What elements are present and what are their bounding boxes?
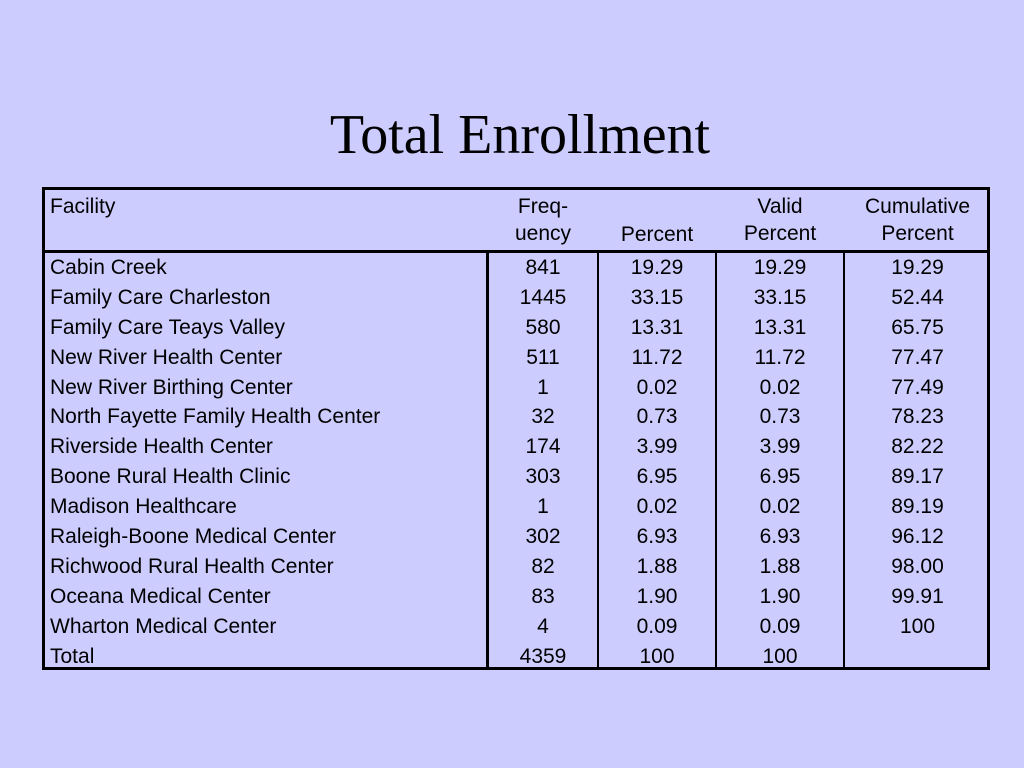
frequency-cell: 1445: [519, 285, 567, 309]
cumulative-percent-cell: 96.12: [891, 525, 944, 549]
header-frequency-line2: uency: [514, 222, 572, 245]
header-cumulative-line1: Cumulative: [864, 195, 971, 218]
cumulative-percent-cell: 19.29: [891, 256, 944, 279]
table-header: [45, 190, 987, 253]
valid-percent-cell: 0.02: [759, 375, 801, 399]
enrollment-table: [42, 187, 990, 670]
percent-cell: 6.93: [636, 525, 678, 549]
facility-cell: New River Birthing Center: [50, 375, 293, 399]
percent-cell: 0.02: [636, 375, 678, 399]
frequency-cell: 1: [537, 495, 549, 519]
facility-cell: New River Health Center: [50, 345, 283, 369]
valid-percent-cell: 33.15: [753, 285, 807, 309]
percent-cell: 11.72: [631, 345, 683, 369]
facility-cell: Boone Rural Health Clinic: [50, 465, 291, 489]
valid-percent-cell: 0.09: [759, 614, 801, 638]
table-row-total: [45, 642, 987, 672]
frequency-cell: 174: [525, 435, 561, 459]
valid-percent-cell: 19.29: [753, 256, 807, 279]
facility-cell: Madison Healthcare: [50, 495, 237, 519]
header-cumulative-line2: Percent: [881, 222, 954, 245]
valid-percent-cell: 0.73: [759, 405, 801, 429]
cumulative-percent-cell: 78.23: [891, 405, 944, 429]
facility-cell: Family Care Teays Valley: [50, 315, 285, 339]
cumulative-percent-cell: 99.91: [891, 584, 944, 608]
table-row: [45, 283, 987, 313]
table-row: [45, 253, 987, 283]
cumulative-percent-cell: 65.75: [891, 315, 944, 339]
cumulative-percent-cell: 52.44: [891, 285, 944, 309]
cumulative-percent-cell: 89.17: [891, 465, 944, 489]
header-percent: Percent: [620, 223, 694, 246]
header-valid-percent: [716, 193, 844, 247]
table-row: [45, 343, 987, 373]
cumulative-percent-cell: 89.19: [891, 495, 944, 519]
facility-cell: Family Care Charleston: [50, 285, 271, 309]
header-frequency-line1: Freq-: [517, 195, 569, 218]
percent-cell: 1.90: [636, 584, 678, 608]
cumulative-percent-cell: 77.49: [891, 375, 944, 399]
frequency-cell: 32: [531, 405, 555, 429]
percent-cell: 1.88: [636, 554, 678, 578]
facility-cell: North Fayette Family Health Center: [50, 405, 381, 429]
cumulative-percent-cell: [844, 642, 991, 672]
table-row: [45, 522, 987, 552]
valid-percent-cell: 13.31: [753, 315, 807, 339]
table-body: [45, 253, 987, 671]
table-row: [45, 582, 987, 612]
facility-cell: Cabin Creek: [50, 256, 167, 279]
cumulative-percent-cell: 82.22: [891, 435, 944, 459]
header-facility: Facility: [50, 195, 116, 218]
facility-cell: Riverside Health Center: [50, 435, 273, 459]
cumulative-percent-cell: 100: [899, 614, 936, 638]
frequency-cell: 1: [537, 375, 549, 399]
header-frequency: [488, 193, 598, 247]
table-row: [45, 462, 987, 492]
frequency-cell: 580: [525, 315, 561, 339]
valid-percent-cell: 0.02: [759, 495, 801, 519]
facility-cell: Raleigh-Boone Medical Center: [50, 525, 336, 549]
header-cumulative-percent: [844, 193, 991, 247]
frequency-cell: 841: [525, 256, 561, 279]
table-row: [45, 492, 987, 522]
valid-percent-cell: 1.88: [759, 554, 801, 578]
frequency-cell: 511: [526, 345, 560, 369]
table-row: [45, 402, 987, 432]
percent-cell: 33.15: [630, 285, 684, 309]
frequency-cell: 4359: [519, 644, 567, 668]
percent-cell: 19.29: [630, 256, 684, 279]
valid-percent-cell: 3.99: [759, 435, 801, 459]
valid-percent-cell: 1.90: [759, 584, 801, 608]
frequency-cell: 4: [537, 614, 549, 638]
facility-cell: Oceana Medical Center: [50, 584, 271, 608]
valid-percent-cell: 6.93: [759, 525, 801, 549]
slide-title: Total Enrollment: [329, 104, 711, 166]
facility-cell: Richwood Rural Health Center: [50, 554, 334, 578]
frequency-cell: 82: [531, 554, 555, 578]
table-row: [45, 373, 987, 403]
frequency-cell: 303: [525, 465, 561, 489]
percent-cell: 13.31: [630, 315, 684, 339]
percent-cell: 3.99: [636, 435, 678, 459]
table-row: [45, 313, 987, 343]
table-row: [45, 552, 987, 582]
valid-percent-cell: 6.95: [759, 465, 801, 489]
percent-cell: 6.95: [636, 465, 678, 489]
header-valid-line1: Valid: [757, 195, 803, 218]
cumulative-percent-cell: 77.47: [891, 345, 944, 369]
percent-cell: 0.73: [636, 405, 678, 429]
valid-percent-cell: 11.72: [754, 345, 806, 369]
facility-cell: Total: [50, 644, 95, 668]
cumulative-percent-cell: 98.00: [891, 554, 944, 578]
percent-cell: 0.02: [636, 495, 678, 519]
facility-cell: Wharton Medical Center: [50, 614, 277, 638]
frequency-cell: 302: [525, 525, 561, 549]
table-row: [45, 432, 987, 462]
frequency-cell: 83: [531, 584, 555, 608]
percent-cell: 100: [639, 644, 675, 668]
percent-cell: 0.09: [636, 614, 678, 638]
header-valid-line2: Percent: [743, 222, 817, 245]
valid-percent-cell: 100: [762, 644, 798, 668]
table-row: [45, 612, 987, 642]
